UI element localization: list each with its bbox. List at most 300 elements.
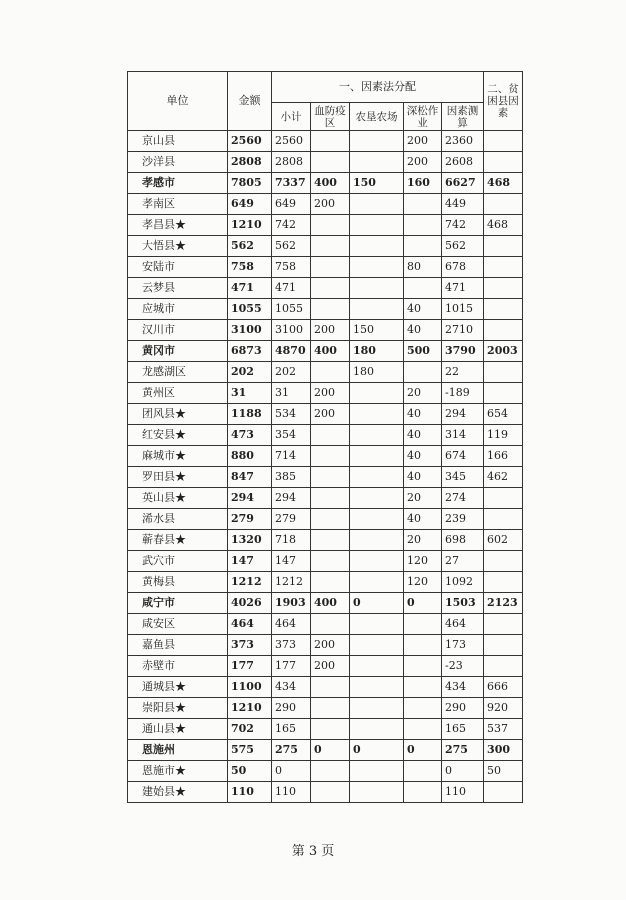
cell-schistosomiasis: 200 (311, 635, 350, 656)
cell-unit: 蕲春县★ (128, 530, 228, 551)
cell-subtotal: 385 (272, 467, 311, 488)
cell-schistosomiasis (311, 257, 350, 278)
cell-poverty (484, 488, 523, 509)
cell-factor-calc: 464 (442, 614, 484, 635)
table-row (128, 488, 523, 509)
cell-deep-tillage: 40 (404, 299, 442, 320)
cell-factor-calc: 290 (442, 698, 484, 719)
cell-factor-calc: 275 (442, 740, 484, 761)
cell-unit: 通山县★ (128, 719, 228, 740)
cell-schistosomiasis (311, 719, 350, 740)
cell-unit: 恩施市★ (128, 761, 228, 782)
table-row (128, 551, 523, 572)
cell-deep-tillage: 20 (404, 530, 442, 551)
cell-farm (350, 614, 404, 635)
cell-deep-tillage (404, 635, 442, 656)
cell-subtotal: 290 (272, 698, 311, 719)
table-row (128, 719, 523, 740)
cell-amount: 1188 (228, 404, 272, 425)
cell-schistosomiasis: 200 (311, 320, 350, 341)
cell-farm (350, 656, 404, 677)
allocation-table (127, 71, 523, 803)
cell-amount: 649 (228, 194, 272, 215)
cell-deep-tillage: 40 (404, 446, 442, 467)
cell-farm (350, 488, 404, 509)
cell-subtotal: 0 (272, 761, 311, 782)
cell-factor-calc: 294 (442, 404, 484, 425)
cell-poverty: 468 (484, 173, 523, 194)
table-row (128, 320, 523, 341)
cell-subtotal: 202 (272, 362, 311, 383)
cell-subtotal: 294 (272, 488, 311, 509)
table-row (128, 215, 523, 236)
cell-factor-calc: 345 (442, 467, 484, 488)
cell-deep-tillage (404, 761, 442, 782)
cell-subtotal: 534 (272, 404, 311, 425)
cell-amount: 147 (228, 551, 272, 572)
cell-poverty (484, 362, 523, 383)
cell-subtotal: 165 (272, 719, 311, 740)
cell-factor-calc: 742 (442, 215, 484, 236)
cell-poverty: 602 (484, 530, 523, 551)
cell-unit: 龙感湖区 (128, 362, 228, 383)
header-poverty-county: 二、贫困县因素 (484, 72, 523, 131)
cell-unit: 崇阳县★ (128, 698, 228, 719)
cell-unit: 京山县 (128, 131, 228, 152)
page-number: 第 3 页 (291, 844, 335, 859)
cell-unit: 团风县★ (128, 404, 228, 425)
cell-poverty (484, 236, 523, 257)
cell-subtotal: 1903 (272, 593, 311, 614)
cell-amount: 1320 (228, 530, 272, 551)
cell-factor-calc: 165 (442, 719, 484, 740)
cell-unit: 麻城市★ (128, 446, 228, 467)
table-row (128, 782, 523, 803)
header-schistosomiasis-area: 血防疫区 (311, 103, 350, 131)
cell-factor-calc: 173 (442, 635, 484, 656)
cell-deep-tillage (404, 719, 442, 740)
cell-unit: 黄梅县 (128, 572, 228, 593)
cell-farm (350, 215, 404, 236)
cell-poverty (484, 383, 523, 404)
cell-farm: 150 (350, 173, 404, 194)
table-row (128, 152, 523, 173)
cell-schistosomiasis: 0 (311, 740, 350, 761)
cell-factor-calc: 1092 (442, 572, 484, 593)
cell-schistosomiasis (311, 614, 350, 635)
cell-farm (350, 299, 404, 320)
cell-poverty (484, 194, 523, 215)
cell-subtotal: 373 (272, 635, 311, 656)
cell-unit: 安陆市 (128, 257, 228, 278)
cell-poverty: 2123 (484, 593, 523, 614)
cell-unit: 大悟县★ (128, 236, 228, 257)
cell-farm (350, 467, 404, 488)
cell-poverty: 666 (484, 677, 523, 698)
cell-schistosomiasis: 200 (311, 656, 350, 677)
cell-subtotal: 649 (272, 194, 311, 215)
cell-deep-tillage: 0 (404, 593, 442, 614)
cell-schistosomiasis (311, 299, 350, 320)
cell-subtotal: 279 (272, 509, 311, 530)
cell-farm (350, 509, 404, 530)
cell-subtotal: 434 (272, 677, 311, 698)
table-row (128, 425, 523, 446)
table-row (128, 299, 523, 320)
cell-poverty (484, 782, 523, 803)
cell-factor-calc: 110 (442, 782, 484, 803)
cell-schistosomiasis: 200 (311, 404, 350, 425)
cell-deep-tillage: 120 (404, 551, 442, 572)
cell-farm: 180 (350, 362, 404, 383)
cell-unit: 黄州区 (128, 383, 228, 404)
cell-amount: 2808 (228, 152, 272, 173)
cell-deep-tillage (404, 215, 442, 236)
cell-unit: 武穴市 (128, 551, 228, 572)
cell-farm (350, 635, 404, 656)
cell-subtotal: 2808 (272, 152, 311, 173)
cell-poverty (484, 614, 523, 635)
cell-poverty: 50 (484, 761, 523, 782)
cell-schistosomiasis (311, 761, 350, 782)
table-body (128, 131, 523, 803)
cell-subtotal: 1212 (272, 572, 311, 593)
cell-amount: 473 (228, 425, 272, 446)
cell-farm (350, 530, 404, 551)
cell-deep-tillage (404, 677, 442, 698)
cell-amount: 1210 (228, 215, 272, 236)
cell-farm (350, 257, 404, 278)
cell-deep-tillage (404, 194, 442, 215)
cell-poverty (484, 656, 523, 677)
cell-deep-tillage (404, 278, 442, 299)
header-factor-calc: 因素测算 (442, 103, 484, 131)
cell-poverty: 468 (484, 215, 523, 236)
cell-poverty (484, 299, 523, 320)
cell-unit: 红安县★ (128, 425, 228, 446)
cell-unit: 黄冈市 (128, 341, 228, 362)
cell-schistosomiasis (311, 572, 350, 593)
cell-farm (350, 572, 404, 593)
table-row (128, 362, 523, 383)
header-factor-allocation: 一、因素法分配 (272, 72, 484, 103)
cell-poverty (484, 278, 523, 299)
cell-deep-tillage (404, 698, 442, 719)
cell-deep-tillage: 0 (404, 740, 442, 761)
cell-subtotal: 110 (272, 782, 311, 803)
cell-amount: 373 (228, 635, 272, 656)
cell-schistosomiasis: 400 (311, 593, 350, 614)
cell-amount: 6873 (228, 341, 272, 362)
cell-subtotal: 471 (272, 278, 311, 299)
cell-unit: 云梦县 (128, 278, 228, 299)
cell-poverty (484, 152, 523, 173)
cell-subtotal: 718 (272, 530, 311, 551)
table-row (128, 173, 523, 194)
cell-deep-tillage: 80 (404, 257, 442, 278)
cell-subtotal: 464 (272, 614, 311, 635)
cell-amount: 110 (228, 782, 272, 803)
cell-schistosomiasis (311, 425, 350, 446)
cell-poverty (484, 509, 523, 530)
cell-farm (350, 677, 404, 698)
cell-unit: 孝感市 (128, 173, 228, 194)
cell-poverty: 462 (484, 467, 523, 488)
cell-schistosomiasis (311, 677, 350, 698)
cell-poverty: 119 (484, 425, 523, 446)
cell-schistosomiasis (311, 530, 350, 551)
cell-farm (350, 782, 404, 803)
table-row (128, 530, 523, 551)
cell-farm (350, 446, 404, 467)
cell-deep-tillage: 40 (404, 320, 442, 341)
cell-unit: 咸安区 (128, 614, 228, 635)
cell-amount: 880 (228, 446, 272, 467)
cell-amount: 4026 (228, 593, 272, 614)
cell-unit: 浠水县 (128, 509, 228, 530)
cell-farm (350, 761, 404, 782)
cell-unit: 恩施州 (128, 740, 228, 761)
table-row (128, 593, 523, 614)
cell-factor-calc: 1503 (442, 593, 484, 614)
cell-deep-tillage: 40 (404, 509, 442, 530)
cell-factor-calc: 2608 (442, 152, 484, 173)
cell-farm (350, 404, 404, 425)
cell-factor-calc: -189 (442, 383, 484, 404)
cell-unit: 通城县★ (128, 677, 228, 698)
header-subtotal: 小计 (272, 103, 311, 131)
cell-schistosomiasis (311, 551, 350, 572)
cell-deep-tillage: 40 (404, 425, 442, 446)
cell-deep-tillage (404, 236, 442, 257)
cell-factor-calc: 27 (442, 551, 484, 572)
cell-factor-calc: 0 (442, 761, 484, 782)
table-row (128, 467, 523, 488)
cell-amount: 2560 (228, 131, 272, 152)
cell-subtotal: 1055 (272, 299, 311, 320)
cell-factor-calc: 434 (442, 677, 484, 698)
cell-schistosomiasis (311, 215, 350, 236)
cell-schistosomiasis (311, 782, 350, 803)
cell-amount: 202 (228, 362, 272, 383)
cell-deep-tillage: 200 (404, 131, 442, 152)
cell-schistosomiasis (311, 509, 350, 530)
cell-factor-calc: 449 (442, 194, 484, 215)
cell-factor-calc: 1015 (442, 299, 484, 320)
cell-farm (350, 551, 404, 572)
cell-amount: 1212 (228, 572, 272, 593)
cell-subtotal: 354 (272, 425, 311, 446)
cell-farm (350, 425, 404, 446)
cell-schistosomiasis: 200 (311, 383, 350, 404)
cell-schistosomiasis (311, 236, 350, 257)
cell-subtotal: 4870 (272, 341, 311, 362)
cell-farm (350, 383, 404, 404)
cell-factor-calc: 3790 (442, 341, 484, 362)
table-row (128, 257, 523, 278)
cell-unit: 嘉鱼县 (128, 635, 228, 656)
cell-factor-calc: 698 (442, 530, 484, 551)
cell-factor-calc: 678 (442, 257, 484, 278)
cell-farm: 0 (350, 740, 404, 761)
cell-factor-calc: 239 (442, 509, 484, 530)
cell-deep-tillage: 20 (404, 383, 442, 404)
cell-poverty: 654 (484, 404, 523, 425)
cell-factor-calc: 314 (442, 425, 484, 446)
cell-unit: 咸宁市 (128, 593, 228, 614)
cell-unit: 应城市 (128, 299, 228, 320)
cell-unit: 英山县★ (128, 488, 228, 509)
cell-factor-calc: -23 (442, 656, 484, 677)
table-row (128, 509, 523, 530)
cell-factor-calc: 674 (442, 446, 484, 467)
cell-deep-tillage: 200 (404, 152, 442, 173)
cell-schistosomiasis (311, 152, 350, 173)
cell-subtotal: 31 (272, 383, 311, 404)
table-row (128, 131, 523, 152)
table-row (128, 614, 523, 635)
cell-amount: 471 (228, 278, 272, 299)
cell-farm (350, 278, 404, 299)
table-row (128, 194, 523, 215)
table-row (128, 278, 523, 299)
cell-farm (350, 131, 404, 152)
cell-subtotal: 7337 (272, 173, 311, 194)
cell-unit: 罗田县★ (128, 467, 228, 488)
cell-schistosomiasis (311, 698, 350, 719)
cell-farm (350, 152, 404, 173)
cell-subtotal: 714 (272, 446, 311, 467)
cell-factor-calc: 6627 (442, 173, 484, 194)
table-row (128, 761, 523, 782)
cell-farm (350, 719, 404, 740)
cell-schistosomiasis (311, 467, 350, 488)
cell-amount: 1100 (228, 677, 272, 698)
cell-poverty: 537 (484, 719, 523, 740)
cell-farm: 150 (350, 320, 404, 341)
cell-factor-calc: 2710 (442, 320, 484, 341)
cell-farm: 0 (350, 593, 404, 614)
cell-subtotal: 758 (272, 257, 311, 278)
cell-amount: 464 (228, 614, 272, 635)
cell-schistosomiasis (311, 488, 350, 509)
cell-unit: 孝南区 (128, 194, 228, 215)
cell-poverty (484, 131, 523, 152)
cell-poverty: 920 (484, 698, 523, 719)
cell-farm: 180 (350, 341, 404, 362)
table-row (128, 383, 523, 404)
cell-subtotal: 177 (272, 656, 311, 677)
cell-deep-tillage (404, 782, 442, 803)
cell-unit: 沙洋县 (128, 152, 228, 173)
cell-factor-calc: 562 (442, 236, 484, 257)
header-amount: 金额 (228, 72, 272, 131)
cell-deep-tillage: 40 (404, 467, 442, 488)
cell-factor-calc: 274 (442, 488, 484, 509)
cell-farm (350, 194, 404, 215)
table-row (128, 341, 523, 362)
cell-deep-tillage: 160 (404, 173, 442, 194)
cell-deep-tillage: 40 (404, 404, 442, 425)
cell-amount: 294 (228, 488, 272, 509)
cell-deep-tillage (404, 656, 442, 677)
table-row (128, 677, 523, 698)
cell-poverty (484, 551, 523, 572)
cell-deep-tillage: 120 (404, 572, 442, 593)
cell-subtotal: 742 (272, 215, 311, 236)
cell-poverty (484, 320, 523, 341)
cell-subtotal: 2560 (272, 131, 311, 152)
table-row (128, 698, 523, 719)
cell-schistosomiasis: 200 (311, 194, 350, 215)
header-farm: 农垦农场 (350, 103, 404, 131)
cell-unit: 建始县★ (128, 782, 228, 803)
cell-unit: 孝昌县★ (128, 215, 228, 236)
cell-poverty: 2003 (484, 341, 523, 362)
cell-amount: 562 (228, 236, 272, 257)
cell-factor-calc: 471 (442, 278, 484, 299)
cell-amount: 847 (228, 467, 272, 488)
table-row (128, 635, 523, 656)
cell-subtotal: 562 (272, 236, 311, 257)
cell-schistosomiasis: 400 (311, 341, 350, 362)
table-row (128, 740, 523, 761)
cell-poverty (484, 635, 523, 656)
cell-amount: 1055 (228, 299, 272, 320)
cell-schistosomiasis (311, 278, 350, 299)
cell-deep-tillage: 20 (404, 488, 442, 509)
table-row (128, 404, 523, 425)
table-row (128, 236, 523, 257)
cell-amount: 1210 (228, 698, 272, 719)
table-row (128, 446, 523, 467)
cell-amount: 279 (228, 509, 272, 530)
cell-subtotal: 147 (272, 551, 311, 572)
cell-poverty (484, 572, 523, 593)
table-row (128, 572, 523, 593)
cell-schistosomiasis (311, 362, 350, 383)
cell-amount: 702 (228, 719, 272, 740)
table-row (128, 656, 523, 677)
header-deep-tillage: 深松作业 (404, 103, 442, 131)
cell-deep-tillage (404, 362, 442, 383)
cell-factor-calc: 2360 (442, 131, 484, 152)
cell-farm (350, 698, 404, 719)
cell-amount: 50 (228, 761, 272, 782)
cell-amount: 31 (228, 383, 272, 404)
cell-subtotal: 3100 (272, 320, 311, 341)
cell-poverty (484, 257, 523, 278)
cell-unit: 赤壁市 (128, 656, 228, 677)
cell-unit: 汉川市 (128, 320, 228, 341)
cell-amount: 7805 (228, 173, 272, 194)
cell-deep-tillage: 500 (404, 341, 442, 362)
cell-amount: 177 (228, 656, 272, 677)
cell-amount: 758 (228, 257, 272, 278)
cell-schistosomiasis: 400 (311, 173, 350, 194)
cell-schistosomiasis (311, 446, 350, 467)
header-unit: 单位 (128, 72, 228, 131)
cell-farm (350, 236, 404, 257)
cell-subtotal: 275 (272, 740, 311, 761)
cell-amount: 3100 (228, 320, 272, 341)
cell-factor-calc: 22 (442, 362, 484, 383)
cell-amount: 575 (228, 740, 272, 761)
cell-poverty: 300 (484, 740, 523, 761)
cell-schistosomiasis (311, 131, 350, 152)
cell-poverty: 166 (484, 446, 523, 467)
cell-deep-tillage (404, 614, 442, 635)
